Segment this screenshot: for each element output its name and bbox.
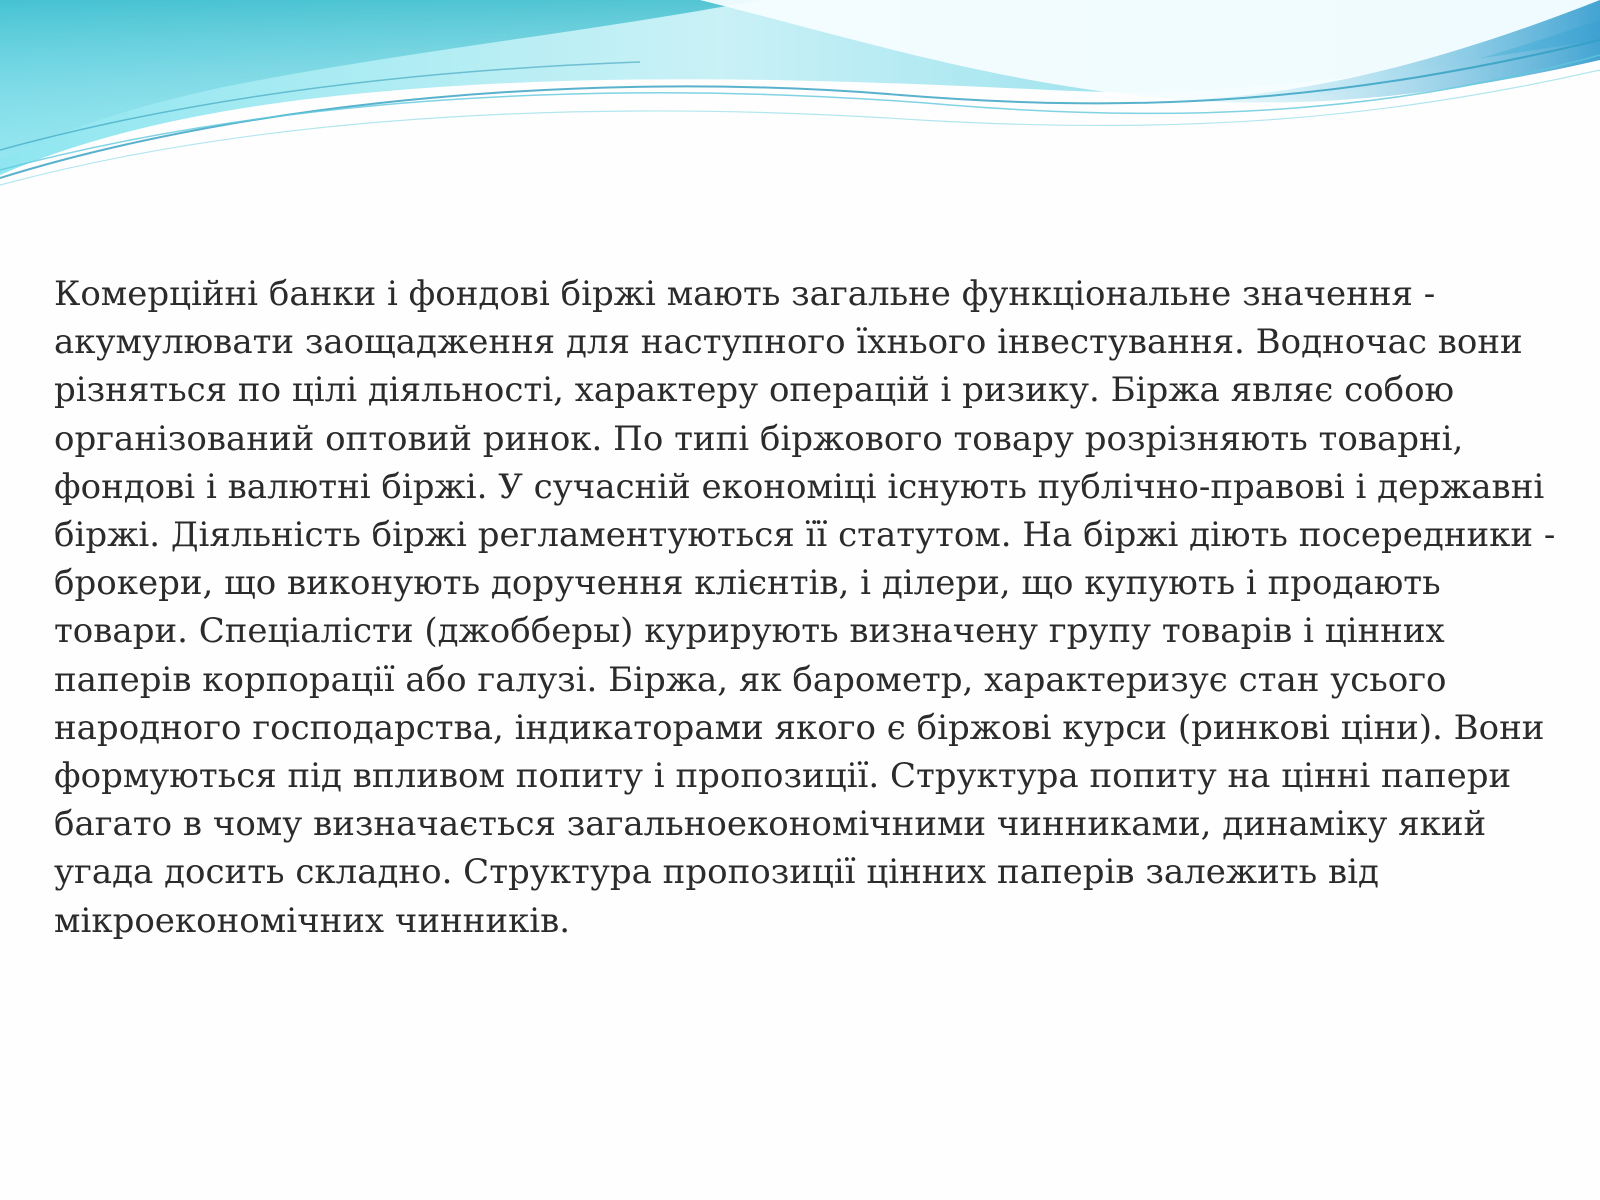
body-line: брокери, що виконують доручення клієнтів, і ділери, що купують і продають (54, 563, 1441, 604)
body-line: Комерційні банки і фондові біржі мають загальне функціональне значення - (54, 274, 1436, 314)
body-line: організований оптовий ринок. По типі біржового товару розрізняють товарні, (54, 418, 1464, 459)
body-line: угада досить складно. Структура пропозиції цінних паперів залежить від (54, 852, 1379, 893)
body-line: різняться по цілі діяльності, характеру операцій і ризику. Біржа являє собою (54, 370, 1455, 411)
body-line: фондові і валютні біржі. У сучасній економіці існують публічно-правові і державні (54, 466, 1545, 507)
body-line: багато в чому визначається загальноекономічними чинниками, динаміку який (54, 804, 1487, 845)
header-wave-decoration (0, 0, 1600, 200)
body-line: формуються під впливом попиту і пропозиції. Структура попиту на цінні папери (54, 756, 1512, 797)
body-line: товари. Спеціалісти (джобберы) курирують визначену групу товарів і цінних (54, 611, 1445, 652)
body-line: мікроекономічних чинників. (54, 900, 571, 941)
body-text (54, 270, 1574, 945)
body-line: народного господарства, індикаторами якого є біржові курси (ринкові ціни). Вони (54, 707, 1545, 748)
body-line: акумулювати заощадження для наступного їхнього інвестування. Водночас вони (54, 322, 1523, 363)
body-line: біржі. Діяльність біржі регламентуються її статутом. На біржі діють посередники - (54, 515, 1556, 556)
body-line: паперів корпорації або галузі. Біржа, як барометр, характеризує стан усього (54, 659, 1447, 700)
